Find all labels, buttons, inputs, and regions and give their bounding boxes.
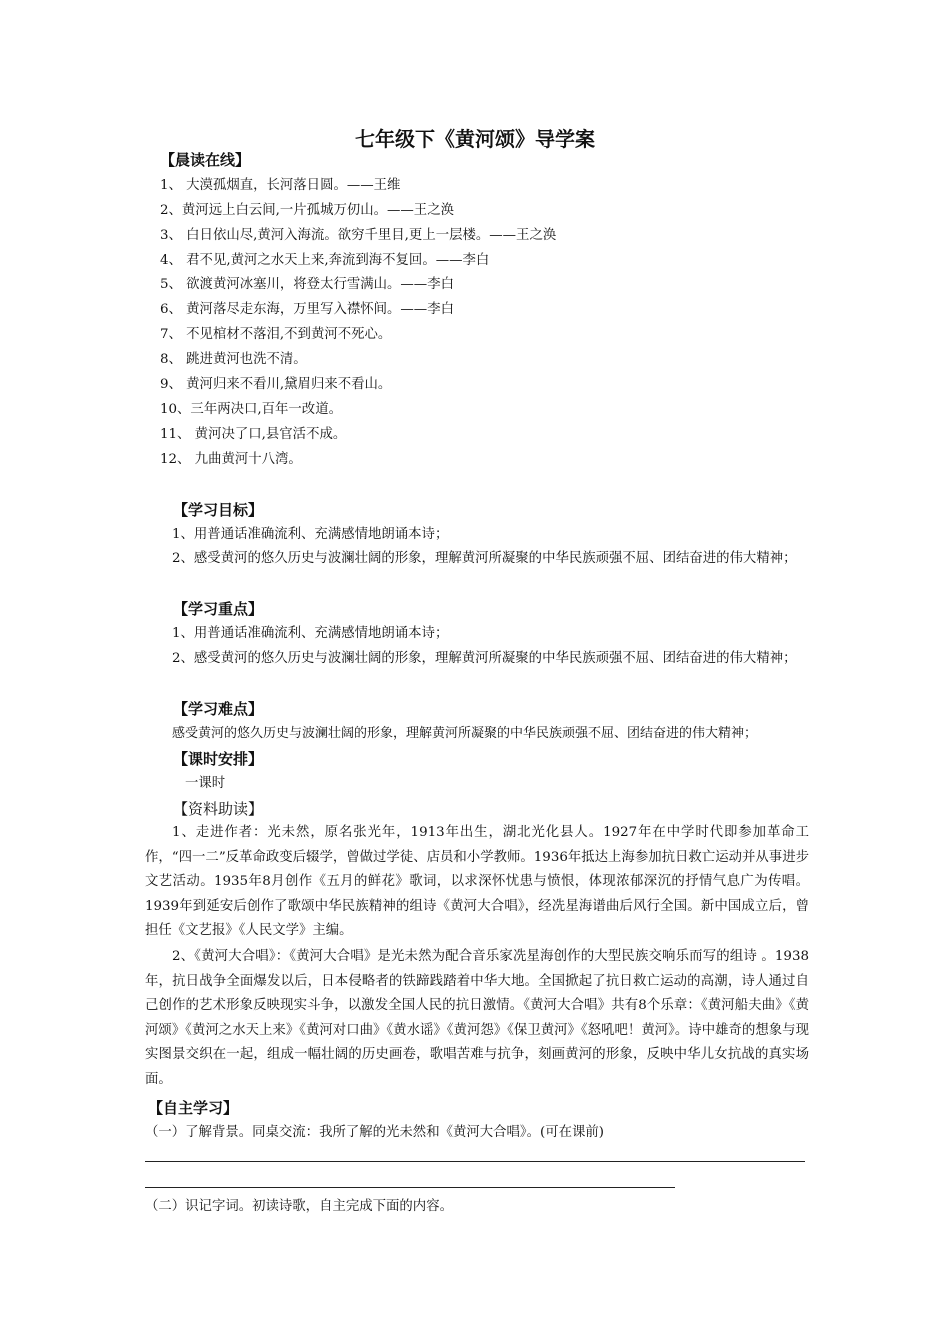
schedule-text: 一课时 bbox=[185, 776, 226, 791]
self-study-question-2: （二）识记字词。初读诗歌，自主完成下面的内容。 bbox=[145, 1199, 453, 1214]
section-heading-learning-goals: 【学习目标】 bbox=[173, 501, 264, 519]
list-item: 11、 黄河决了口,县官活不成。 bbox=[160, 427, 347, 442]
goal-item-1: 1、用普通话准确流利、充满感情地朗诵本诗； bbox=[172, 527, 449, 542]
materials-author: 1、走进作者：光未然，原名张光年，1913年出生，湖北光化县人。1927年在中学时代即参加革命工作，“四一二”反革命政变后辍学，曾做过学徒、店员和小学教师。1936年抵达上海参加抗日救亡运动并从事进步文艺活动。1935年8月创作《五月的鲜花》歌词，以求深怀忧患与愤恨，体现浓郁深沉的抒情气息广为传唱。1939年到延安后创作了歌颂中华民族精神的组诗《黄河大合唱》，经冼星海谱曲后风行全国。新中国成立后，曾担任《文艺报》《人民文学》主编。 bbox=[145, 825, 809, 939]
answer-line-2[interactable] bbox=[145, 1187, 675, 1188]
focus-item-1: 1、用普通话准确流利、充满感情地朗诵本诗； bbox=[172, 626, 449, 641]
goal-item-2: 2、感受黄河的悠久历史与波澜壮阔的形象，理解黄河所凝聚的中华民族顽强不屈、团结奋进的伟大精神； bbox=[172, 551, 797, 566]
list-item: 1、 大漠孤烟直，长河落日圆。——王维 bbox=[160, 178, 401, 193]
list-item: 5、 欲渡黄河冰塞川，将登太行雪满山。——李白 bbox=[160, 277, 454, 292]
page-title: 七年级下《黄河颂》导学案 bbox=[355, 127, 595, 151]
answer-line-1[interactable] bbox=[145, 1161, 805, 1162]
focus-item-2: 2、感受黄河的悠久历史与波澜壮阔的形象，理解黄河所凝聚的中华民族顽强不屈、团结奋进的伟大精神； bbox=[172, 651, 797, 666]
self-study-question-1: （一）了解背景。同桌交流：我所了解的光未然和《黄河大合唱》。(可在课前) bbox=[145, 1125, 605, 1140]
section-heading-morning-reading: 【晨读在线】 bbox=[160, 151, 251, 169]
section-heading-learning-difficulty: 【学习难点】 bbox=[173, 700, 264, 718]
list-item: 6、 黄河落尽走东海，万里写入襟怀间。——李白 bbox=[160, 302, 454, 317]
list-item: 7、 不见棺材不落泪,不到黄河不死心。 bbox=[160, 327, 392, 342]
list-item: 12、 九曲黄河十八湾。 bbox=[160, 452, 302, 467]
section-heading-materials: 【资料助读】 bbox=[173, 800, 264, 818]
list-item: 9、 黄河归来不看川,黛眉归来不看山。 bbox=[160, 377, 392, 392]
difficulty-text: 感受黄河的悠久历史与波澜壮阔的形象，理解黄河所凝聚的中华民族顽强不屈、团结奋进的伟大精神； bbox=[172, 726, 758, 741]
list-item: 4、 君不见,黄河之水天上来,奔流到海不复回。——李白 bbox=[160, 253, 490, 268]
list-item: 3、 白日依山尽,黄河入海流。欲穷千里目,更上一层楼。——王之涣 bbox=[160, 228, 557, 243]
list-item: 8、 跳进黄河也洗不清。 bbox=[160, 352, 307, 367]
list-item: 2、黄河远上白云间,一片孤城万仞山。——王之涣 bbox=[160, 203, 454, 218]
section-heading-self-study: 【自主学习】 bbox=[148, 1099, 239, 1117]
materials-cantata: 2、《黄河大合唱》：《黄河大合唱》是光未然为配合音乐家冼星海创作的大型民族交响乐而写的组诗 。1938年，抗日战争全面爆发以后，日本侵略者的铁蹄践踏着中华大地。全国掀起了抗日救亡运动的高潮，诗人通过自己创作的艺术形象反映现实斗争，以激发全国人民的抗日激情。《黄河大合唱》共有8个乐章：《黄河船夫曲》《黄河颂》《黄河之水天上来》《黄河对口曲》《黄水谣》《黄河怨》《保卫黄河》《怒吼吧！黄河》。诗中雄奇的想象与现实图景交织在一起，组成一幅壮阔的历史画卷，歌唱苦难与抗争，刻画黄河的形象，反映中华儿女抗战的真实场面。 bbox=[145, 949, 809, 1087]
section-heading-learning-focus: 【学习重点】 bbox=[173, 600, 264, 618]
section-heading-schedule: 【课时安排】 bbox=[173, 750, 264, 768]
list-item: 10、三年两决口,百年一改道。 bbox=[160, 402, 342, 417]
